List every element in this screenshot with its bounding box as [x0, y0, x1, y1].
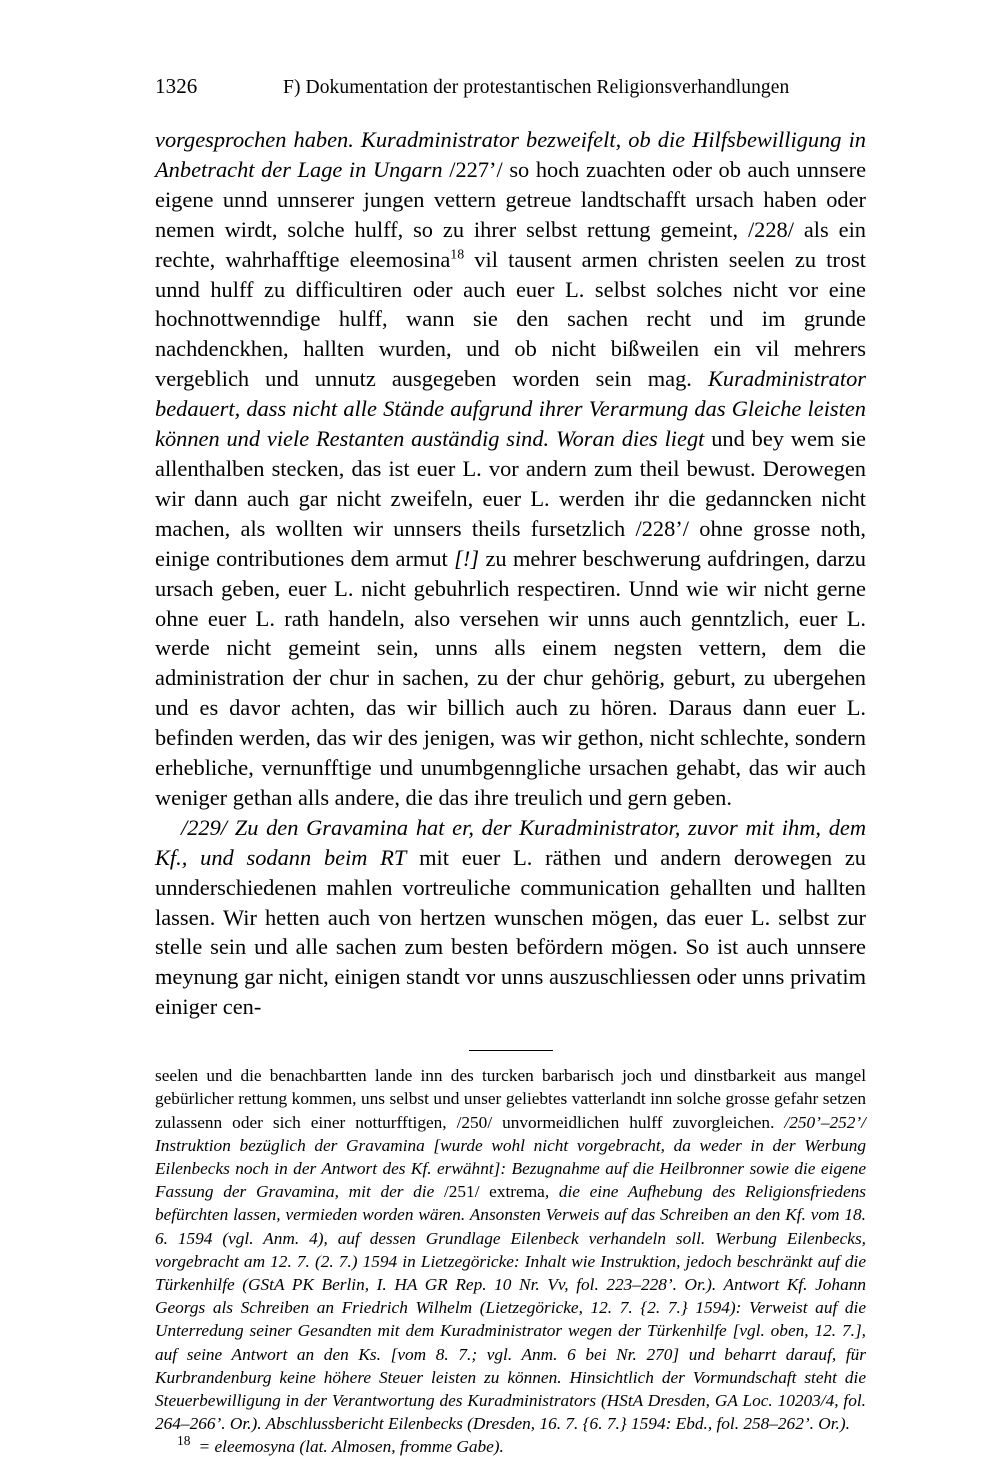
- footnote-18-number: 18: [177, 1433, 191, 1449]
- running-head-title: F) Dokumentation der protestantischen Religionsverhandlungen: [283, 77, 790, 98]
- fn-cont-roman-1: seelen und die benachbartten lande inn des turcken barbarisch joch und dinstbarkeit aus mangel gebürlicher rettung kommen, uns selbst und unser geliebtes vatterlandt inn solche grosse gefahr setzen zulassenn oder sich einer notturfftigen, /250/ unvormeidlichen hulff zuvorgleichen.: [155, 1066, 866, 1132]
- page-number: 1326: [155, 74, 198, 98]
- p1-italic-2: Kuradministrator bedauert, dass nicht alle Stände aufgrund ihrer Verarmung das Gleiche leisten können und viele Restanten auständig sind. Woran dies liegt: [155, 366, 866, 452]
- running-head: [155, 74, 866, 100]
- p2-italic-lead: /229/ Zu den Gravamina hat er, der Kuradministrator, zuvor mit ihm, dem Kf., und sodann beim RT: [155, 814, 866, 870]
- fn-cont-italic-2: , die eine Aufhebung des Religionsfriedens befürchten lassen, vermieden worden wären. Ansonsten Verweis auf das Schreiben an den Kf. vom 18. 6. 1594 (vgl. Anm. 4), auf dessen Grundlage Eilenbeck verhandeln soll. Werbung Eilenbecks, vorgebracht am 12. 7. (2. 7.) 1594 in Lietzegöricke: Inhalt wie Instruktion, jedoch beschränkt auf die Türkenhilfe (GStA PK Berlin, I. HA GR Rep. 10 Nr. Vv, fol. 223–228’. Or.). Antwort Kf. Johann Georgs als Schreiben an Friedrich Wilhelm (Lietzegöricke, 12. 7. {2. 7.} 1594): Verweist auf die Unterredung seiner Gesandten mit dem Kuradministrator wegen der Türkenhilfe [vgl. oben, 12. 7.], auf seine Antwort an den Ks. [vom 8. 7.; vgl. Anm. 6 bei Nr. 270] und beharrt darauf, für Kurbrandenburg keine höhere Steuer leisten zu können. Hinsichtlich der Vormundschaft steht die Steuerbewilligung in der Verantwortung des Kuradministrators (HStA Dresden, GA Loc. 10203/4, fol. 264–266’. Or.). Abschlussbericht Eilenbecks (Dresden, 16. 7. {6. 7.} 1594: Ebd., fol. 258–262’. Or.).: [155, 1182, 866, 1434]
- p1-italic-lead: vorgesprochen haben. Kuradministrator bezweifelt, ob die Hilfsbewilligung in Anbetracht der Lage in Ungarn: [155, 127, 866, 182]
- footnote-area: [155, 1064, 866, 1458]
- fn-cont-roman-2: /251/ extrema: [443, 1182, 545, 1202]
- p1-editorial-sic: [!]: [454, 545, 480, 571]
- p1-roman-2: vil tausent armen christen seelen zu trost unnd hulff zu difficultiren oder auch euer L. selbst solches nicht vor eine hochnottwenndige hulff, wann sie den sachen recht und im grunde nachdenckhen, hallten wurden, und ob nicht bißweilen ein vil mehrers vergeblich und unnutz ausgegeben worden sein mag.: [155, 246, 866, 392]
- footnote-18: [155, 1435, 866, 1458]
- p1-roman-3: und bey wem sie allenthalben stecken, das ist euer L. vor andern zum theil bewust. Derowegen wir dann auch gar nicht zweifeln, euer L. werden ihr die gedanncken nicht machen, als wollten wir unnsers theils fursetzlich /228’/ ohne grosse noth, einige contributiones dem armut: [155, 426, 866, 571]
- footnote-18-text: = eleemosyna (lat. Almosen, fromme Gabe).: [198, 1437, 504, 1457]
- body-text: [155, 125, 866, 1022]
- footnote-separator-rule: [469, 1050, 553, 1051]
- footnote-reference-18[interactable]: 18: [450, 247, 465, 263]
- p2-roman-1: mit euer L. räthen und andern derowegen zu unnderschiedenen mahlen vortreuliche communication gehallten und hallten lassen. Wir hetten auch von hertzen wunschen mögen, das euer L. selbst zur stelle sein und alle sachen zum besten befördern mögen. So ist auch unnsere meynung gar nicht, einigen standt vor unns auszuschliessen oder unns privatim einiger cen-: [155, 844, 867, 1020]
- paragraph-2: [155, 813, 866, 1022]
- paragraph-1: [155, 125, 866, 813]
- p1-roman-1: /227’/ so hoch zuachten oder ob auch unnsere eigene unnd unnserer jungen vettern getreue landtschafft ursach haben oder nemen wirdt, solche hulff, so zu ihrer selbst rettung gemeint, /228/ als ein rechte, wahrhafftige eleemosina: [155, 156, 867, 272]
- footnote-continued: [155, 1064, 866, 1435]
- p1-roman-4: zu mehrer beschwerung aufdringen, darzu ursach geben, euer L. nicht gebuhrlich respectiren. Unnd wie wir nicht gerne ohne euer L. rath handeln, also versehen wir unns auch genntzlich, euer L. werde nicht gemeint sein, unns alls einem negsten vettern, dem die administration der chur in sachen, zu der chur gehörig, geburt, zu ubergehen und es davor achten, das wir billich auch zu hören. Daraus dann euer L. befinden werden, das wir des jenigen, was wir gethon, nicht schlechte, sondern erhebliche, vernunfftige und unumbgenngliche ursachen gehabt, das wir auch weniger gethan alls andere, die das ihre treulich und gern geben.: [155, 545, 866, 810]
- page-content-column: [155, 0, 866, 1459]
- fn-cont-italic-1: /250’–252’/ Instruktion bezüglich der Gravamina [wurde wohl nicht vorgebracht, da weder in der Werbung Eilenbecks noch in der Antwort des Kf. erwähnt]: Bezugnahme auf die Heilbronner sowie die eigene Fassung der Gravamina, mit der die: [155, 1112, 866, 1202]
